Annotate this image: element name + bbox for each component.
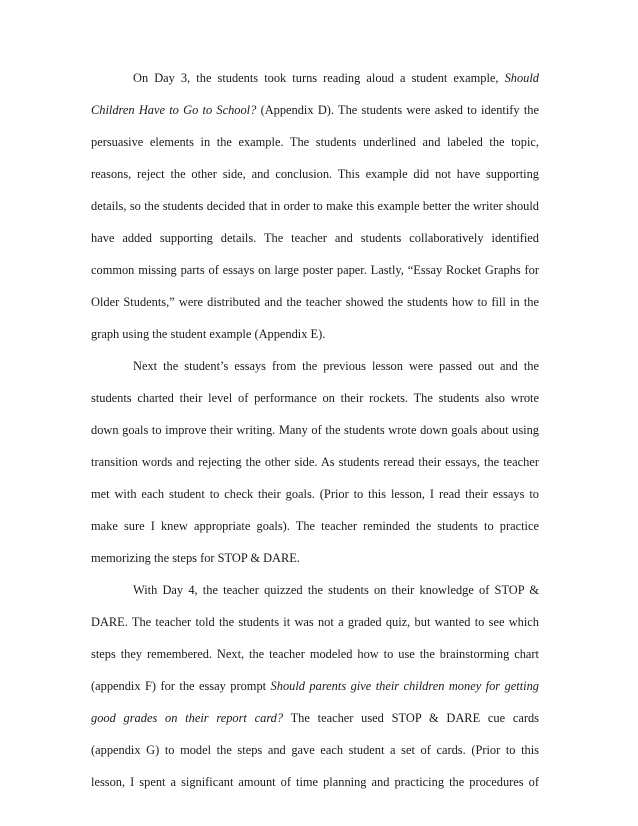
text-segment: steps they remembered. Next, the teacher modeled how to use the brainstorming chart xyxy=(91,647,539,661)
text-segment: make sure I knew appropriate goals). The teacher reminded the students to practice xyxy=(91,519,539,533)
text-line xyxy=(91,197,539,215)
text-segment: lesson, I spent a significant amount of time planning and practicing the procedures of xyxy=(91,775,539,789)
text-segment: Next the student’s essays from the previous lesson were passed out and the xyxy=(133,359,539,373)
text-segment: DARE. The teacher told the students it was not a graded quiz, but wanted to see which xyxy=(91,615,539,629)
text-line xyxy=(91,709,539,727)
text-line xyxy=(91,261,539,279)
text-segment: With Day 4, the teacher quizzed the students on their knowledge of STOP & xyxy=(133,583,539,597)
text-line xyxy=(91,325,539,343)
text-segment: The teacher used STOP & DARE cue cards xyxy=(283,711,539,725)
text-segment: transition words and rejecting the other side. As students reread their essays, the teacher xyxy=(91,455,539,469)
text-line xyxy=(133,69,539,87)
text-segment: met with each student to check their goals. (Prior to this lesson, I read their essays to xyxy=(91,487,539,501)
text-line xyxy=(91,613,539,631)
text-line xyxy=(91,677,539,695)
text-line xyxy=(91,133,539,151)
text-segment: (appendix F) for the essay prompt xyxy=(91,679,271,693)
text-line xyxy=(91,741,539,759)
italic-text: Children Have to Go to School? xyxy=(91,103,257,117)
italic-text: good grades on their report card? xyxy=(91,711,284,725)
text-segment: memorizing the steps for STOP & DARE. xyxy=(91,551,300,565)
text-line xyxy=(91,165,539,183)
text-segment: On Day 3, the students took turns reading aloud a student example, xyxy=(133,71,505,85)
text-segment: common missing parts of essays on large poster paper. Lastly, “Essay Rocket Graphs for xyxy=(91,263,539,277)
text-line xyxy=(91,517,539,535)
text-line xyxy=(91,645,539,663)
text-line xyxy=(91,453,539,471)
text-line xyxy=(133,581,539,599)
italic-text: Should xyxy=(504,71,539,85)
text-line xyxy=(91,485,539,503)
text-line xyxy=(91,389,539,407)
text-segment: down goals to improve their writing. Many of the students wrote down goals about using xyxy=(91,423,539,437)
text-segment: details, so the students decided that in order to make this example better the writer should xyxy=(91,199,539,213)
text-line xyxy=(91,421,539,439)
text-line xyxy=(91,773,539,791)
text-line xyxy=(91,229,539,247)
text-segment: (appendix G) to model the steps and gave each student a set of cards. (Prior to this xyxy=(91,743,539,757)
text-line xyxy=(91,101,539,119)
text-segment: (Appendix D). The students were asked to identify the xyxy=(256,103,539,117)
italic-text: Should parents give their children money for getting xyxy=(270,679,539,693)
text-segment: reasons, reject the other side, and conclusion. This example did not have supporting xyxy=(91,167,539,181)
text-segment: have added supporting details. The teacher and students collaboratively identified xyxy=(91,231,539,245)
text-segment: Older Students,” were distributed and the teacher showed the students how to fill in the xyxy=(91,295,539,309)
text-segment: graph using the student example (Appendix E). xyxy=(91,327,326,341)
text-line xyxy=(133,357,539,375)
text-line xyxy=(91,549,539,567)
text-line xyxy=(91,293,539,311)
text-segment: persuasive elements in the example. The students underlined and labeled the topic, xyxy=(91,135,539,149)
text-segment: students charted their level of performance on their rockets. The students also wrote xyxy=(91,391,539,405)
